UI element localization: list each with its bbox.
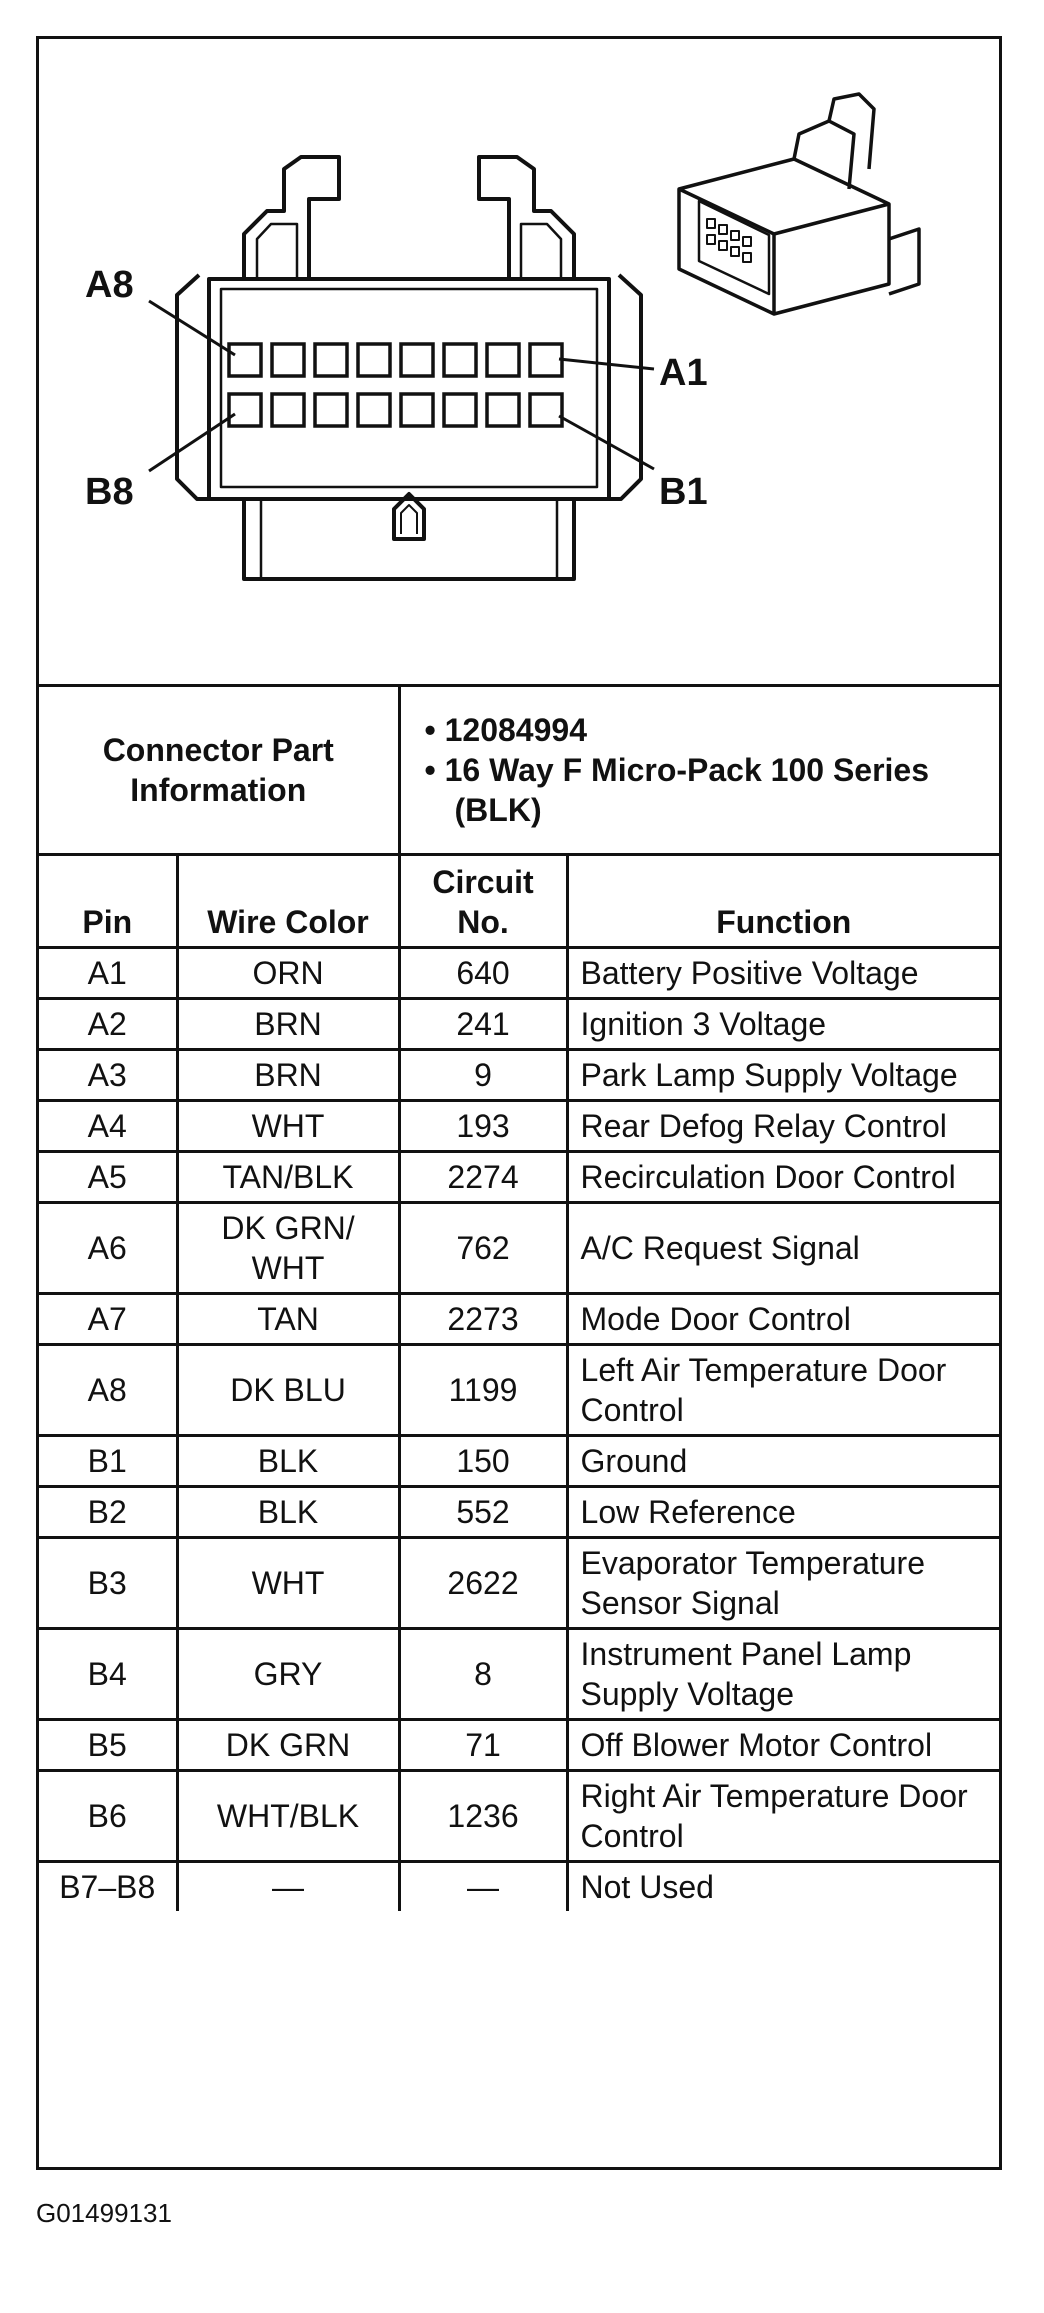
cell-function: Off Blower Motor Control — [567, 1720, 999, 1771]
cell-circuit-no: 9 — [399, 1050, 567, 1101]
label-a8: A8 — [85, 264, 134, 306]
cell-wire-color: GRY — [177, 1629, 399, 1720]
cell-wire-color: BRN — [177, 1050, 399, 1101]
header-circuit-no: Circuit No. — [399, 855, 567, 948]
cell-circuit-no: 71 — [399, 1720, 567, 1771]
label-b8: B8 — [85, 471, 134, 513]
table-row — [39, 1629, 999, 1720]
cell-function: Evaporator Temperature Sensor Signal — [567, 1538, 999, 1629]
cell-pin: B6 — [39, 1771, 177, 1862]
cell-circuit-no: 2274 — [399, 1152, 567, 1203]
cell-function: Ignition 3 Voltage — [567, 999, 999, 1050]
cell-circuit-no: 1199 — [399, 1345, 567, 1436]
connector-info-row — [39, 687, 999, 855]
connector-isometric-view — [679, 94, 919, 314]
cell-pin: A7 — [39, 1294, 177, 1345]
cell-wire-color: WHT/BLK — [177, 1771, 399, 1862]
cell-function: Battery Positive Voltage — [567, 948, 999, 999]
pin-row-b — [229, 394, 562, 426]
figure-id: G01499131 — [36, 2198, 172, 2228]
cell-pin: A8 — [39, 1345, 177, 1436]
cell-pin: A3 — [39, 1050, 177, 1101]
cell-wire-color: BLK — [177, 1487, 399, 1538]
cell-circuit-no: 1236 — [399, 1771, 567, 1862]
cell-circuit-no: 762 — [399, 1203, 567, 1294]
cell-function: Mode Door Control — [567, 1294, 999, 1345]
table-header-row — [39, 855, 999, 948]
cell-pin: A2 — [39, 999, 177, 1050]
cell-circuit-no: 640 — [399, 948, 567, 999]
cell-function: Rear Defog Relay Control — [567, 1101, 999, 1152]
cell-pin: B2 — [39, 1487, 177, 1538]
cell-circuit-no: 2622 — [399, 1538, 567, 1629]
table-row — [39, 1050, 999, 1101]
header-pin: Pin — [39, 855, 177, 948]
cell-circuit-no: 241 — [399, 999, 567, 1050]
cell-wire-color: BLK — [177, 1436, 399, 1487]
cell-function: Low Reference — [567, 1487, 999, 1538]
table-row — [39, 1862, 999, 1912]
cell-wire-color: DK BLU — [177, 1345, 399, 1436]
table-row — [39, 1152, 999, 1203]
cell-function: Park Lamp Supply Voltage — [567, 1050, 999, 1101]
header-wire-color: Wire Color — [177, 855, 399, 948]
table-row — [39, 1436, 999, 1487]
cell-pin: B7–B8 — [39, 1862, 177, 1912]
table-row — [39, 1487, 999, 1538]
cell-pin: B3 — [39, 1538, 177, 1629]
cell-wire-color: DK GRN — [177, 1720, 399, 1771]
cell-pin: A5 — [39, 1152, 177, 1203]
table-row — [39, 1538, 999, 1629]
header-function: Function — [567, 855, 999, 948]
table-row — [39, 948, 999, 999]
pinout-table — [39, 687, 999, 1911]
cell-wire-color: WHT — [177, 1101, 399, 1152]
cell-pin: B5 — [39, 1720, 177, 1771]
table-row — [39, 999, 999, 1050]
cell-circuit-no: 193 — [399, 1101, 567, 1152]
table-row — [39, 1720, 999, 1771]
connector-diagram — [39, 39, 999, 687]
cell-function: Instrument Panel Lamp Supply Voltage — [567, 1629, 999, 1720]
cell-function: A/C Request Signal — [567, 1203, 999, 1294]
cell-function: Recirculation Door Control — [567, 1152, 999, 1203]
cell-wire-color: TAN/BLK — [177, 1152, 399, 1203]
table-row — [39, 1345, 999, 1436]
cell-wire-color: — — [177, 1862, 399, 1912]
cell-function: Not Used — [567, 1862, 999, 1912]
info-bullet: • 12084994 — [424, 712, 587, 748]
cell-pin: A4 — [39, 1101, 177, 1152]
cell-function: Right Air Temperature Door Control — [567, 1771, 999, 1862]
table-row — [39, 1203, 999, 1294]
table-row — [39, 1101, 999, 1152]
cell-circuit-no: — — [399, 1862, 567, 1912]
table-row — [39, 1294, 999, 1345]
cell-wire-color: ORN — [177, 948, 399, 999]
cell-wire-color: DK GRN/ WHT — [177, 1203, 399, 1294]
cell-wire-color: WHT — [177, 1538, 399, 1629]
label-b1: B1 — [659, 471, 708, 513]
cell-wire-color: TAN — [177, 1294, 399, 1345]
connector-body — [209, 279, 609, 499]
table-row — [39, 1771, 999, 1862]
pin-row-a — [229, 344, 562, 376]
cell-pin: B1 — [39, 1436, 177, 1487]
cell-function: Left Air Temperature Door Control — [567, 1345, 999, 1436]
cell-circuit-no: 150 — [399, 1436, 567, 1487]
cell-pin: A6 — [39, 1203, 177, 1294]
connector-drawing — [39, 39, 999, 684]
cell-pin: B4 — [39, 1629, 177, 1720]
connector-info-bullets — [399, 687, 999, 855]
label-a1: A1 — [659, 352, 708, 394]
cell-circuit-no: 8 — [399, 1629, 567, 1720]
cell-circuit-no: 552 — [399, 1487, 567, 1538]
cell-function: Ground — [567, 1436, 999, 1487]
connector-sheet — [36, 36, 1002, 2170]
connector-info-label: Connector Part Information — [39, 687, 399, 855]
cell-pin: A1 — [39, 948, 177, 999]
info-bullet: • 16 Way F Micro-Pack 100 Series (BLK) — [424, 752, 930, 828]
cell-wire-color: BRN — [177, 999, 399, 1050]
cell-circuit-no: 2273 — [399, 1294, 567, 1345]
